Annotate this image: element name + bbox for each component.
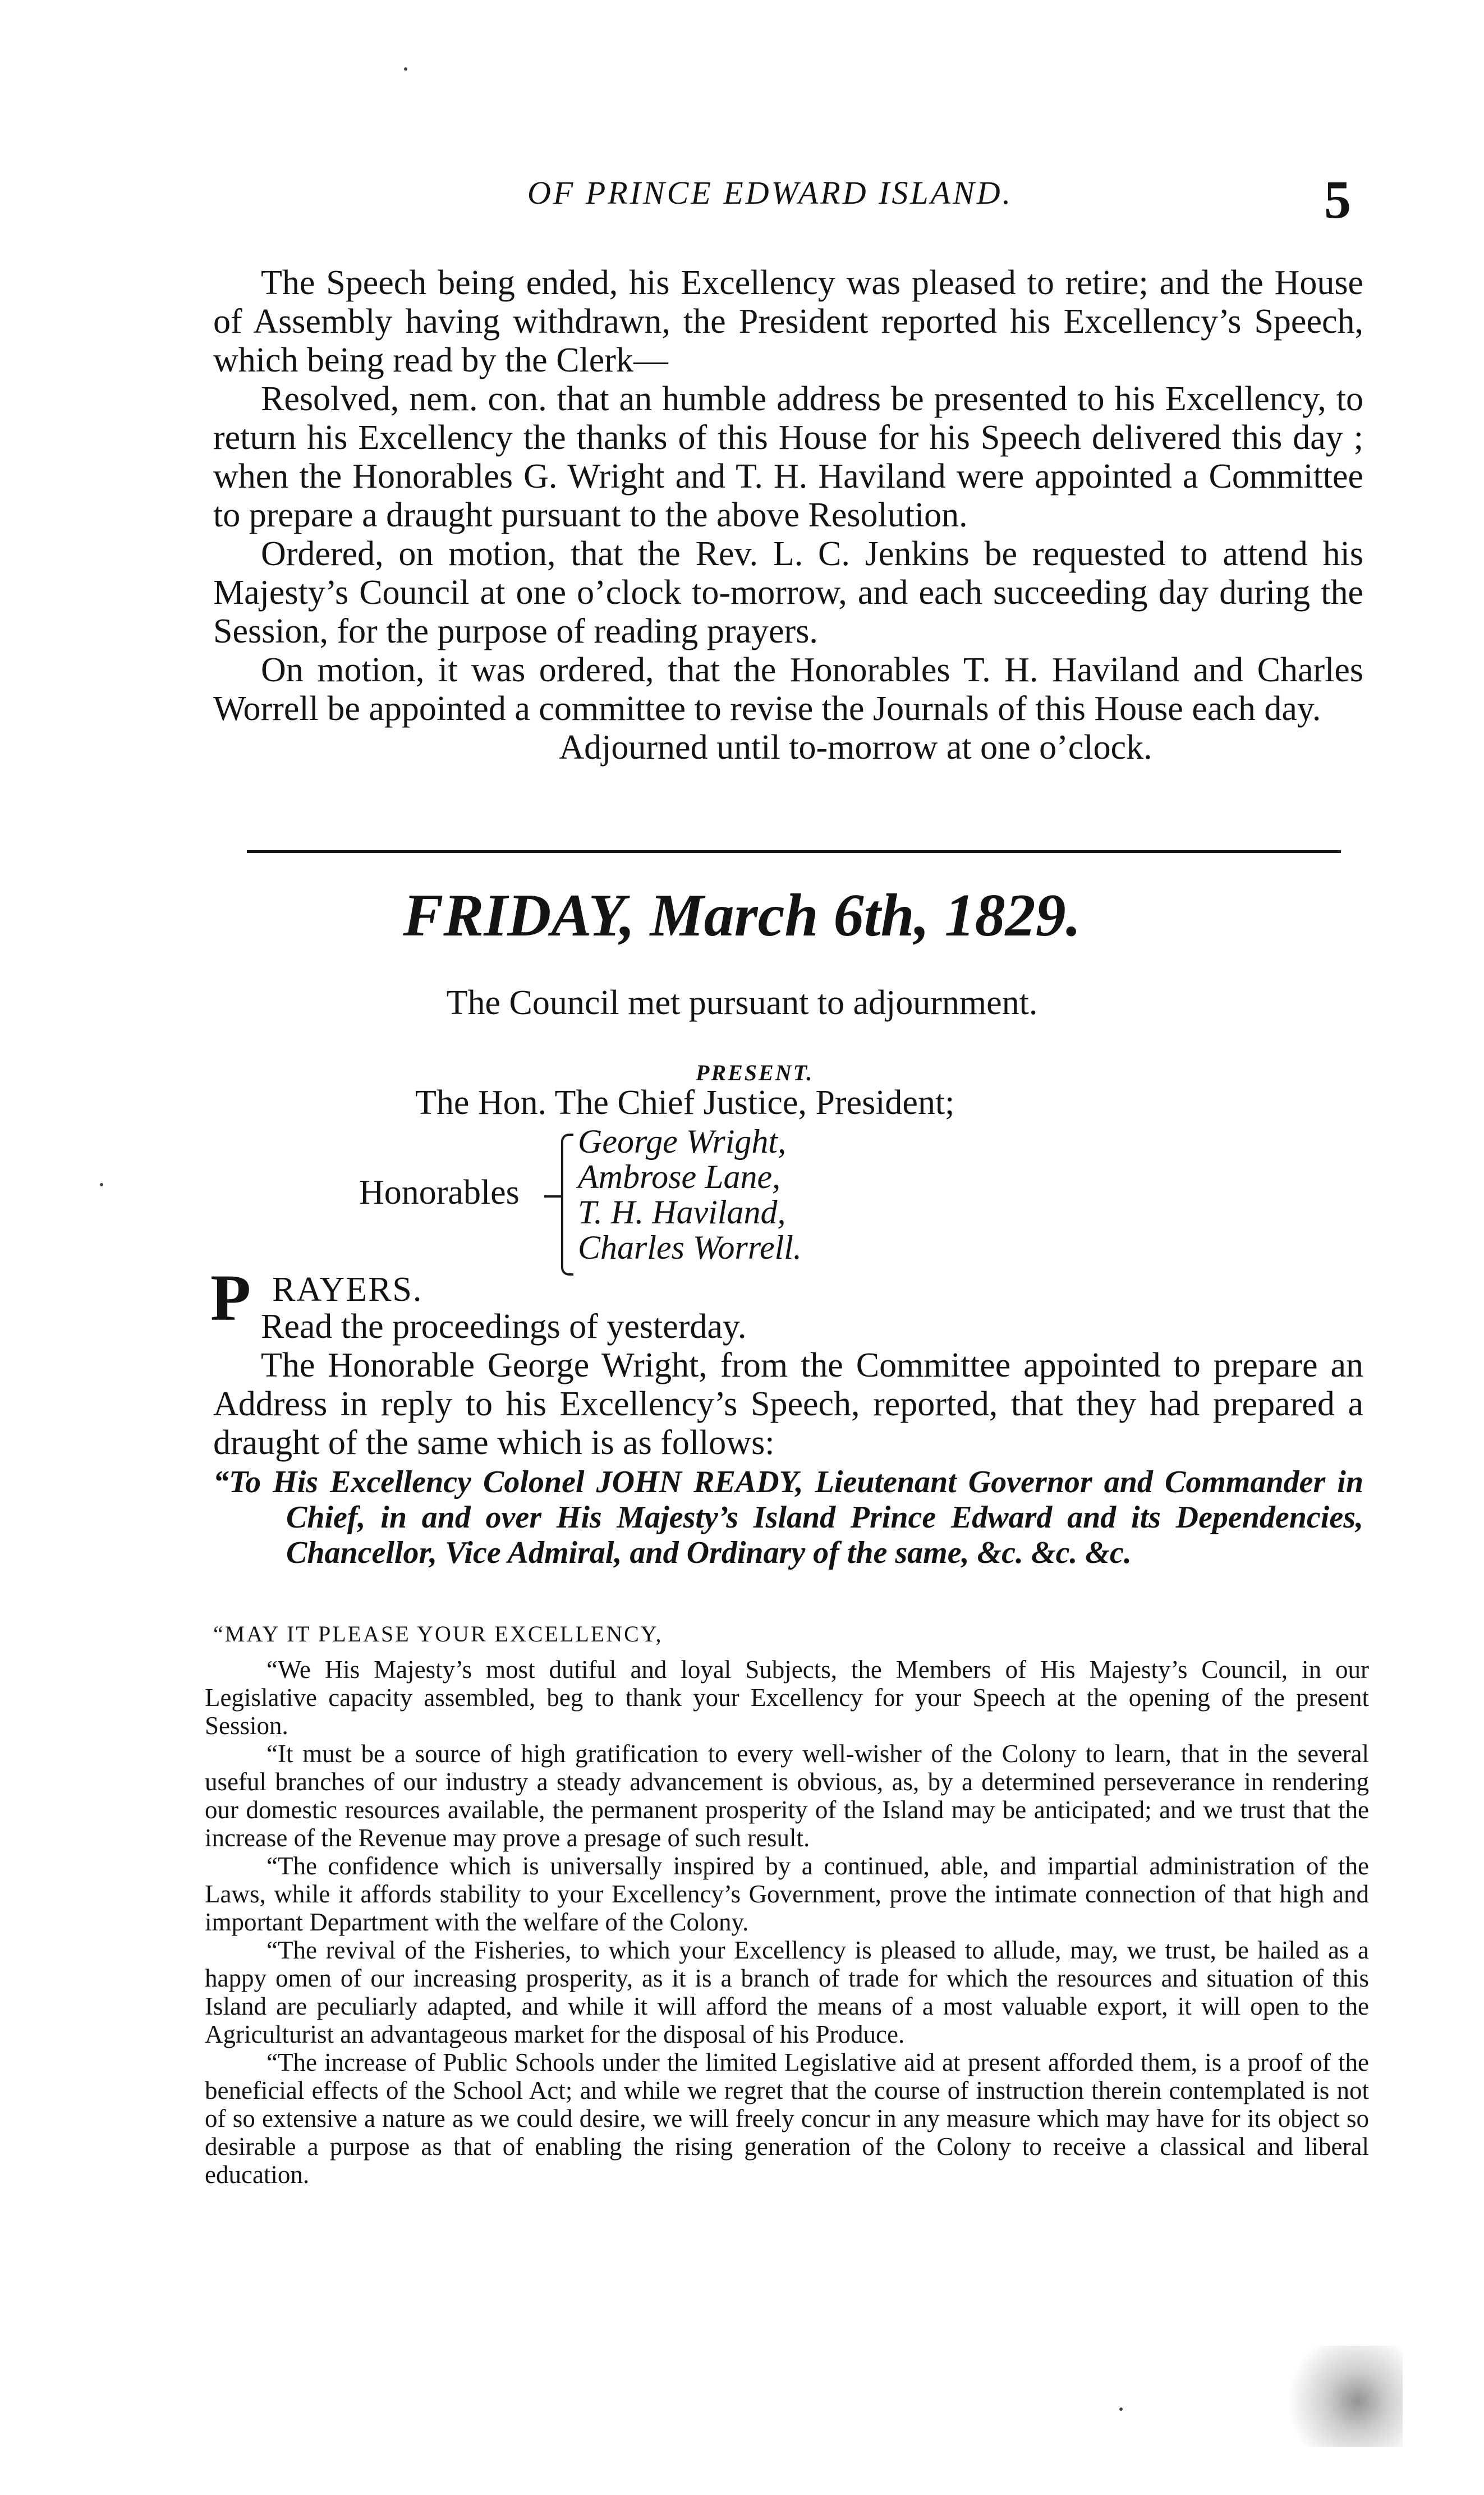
honorables-label: Honorables xyxy=(359,1173,520,1212)
opening-proceedings xyxy=(213,264,1363,767)
paragraph-read-proceedings: Read the proceedings of yesterday. xyxy=(261,1308,747,1346)
friday-proceedings xyxy=(213,1308,1363,1462)
paper-speck xyxy=(1119,2407,1123,2411)
section-divider xyxy=(247,850,1341,853)
running-title: OF PRINCE EDWARD ISLAND. xyxy=(527,175,1013,211)
address-title xyxy=(213,1465,1363,1571)
member-brace xyxy=(561,1134,573,1276)
paragraph-address-report: The Honorable George Wright, from the Committee appointed to prepare an Address in reply to his Excellency’s Speech, reported, that they had prepared a draught of the same which is as follows: xyxy=(213,1346,1363,1462)
member-list xyxy=(578,1124,802,1265)
paper-speck xyxy=(100,1183,103,1186)
prayers-heading: RAYERS. xyxy=(272,1271,423,1309)
paper-speck xyxy=(404,67,407,71)
address-paragraph: “We His Majesty’s most dutiful and loyal Subjects, the Members of His Majesty’s Council, in our Legislative capacity assembled, beg to thank your Excellency for your Speech at the opening of the present Session. xyxy=(205,1655,1369,1740)
address-body xyxy=(205,1655,1369,2189)
member-brace-point xyxy=(544,1195,561,1198)
day-heading: FRIDAY, March 6th, 1829. xyxy=(403,882,1081,949)
page-stain xyxy=(1274,2346,1403,2447)
member-name: Ambrose Lane, xyxy=(578,1158,781,1195)
met-line: The Council met pursuant to adjournment. xyxy=(446,984,1038,1022)
member-name: T. H. Haviland, xyxy=(578,1194,786,1231)
present-label: PRESENT. xyxy=(696,1060,814,1085)
paragraph-journals-committee: On motion, it was ordered, that the Honorables T. H. Haviland and Charles Worrell be appointed a committee to revise the Journals of this House each day. xyxy=(213,651,1363,728)
paragraph-ordered-prayers: Ordered, on motion, that the Rev. L. C. Jenkins be requested to attend his Majesty’s Council at one o’clock to-morrow, and each succeeding day during the Session, for the purpose of reading prayers. xyxy=(213,535,1363,650)
address-paragraph: “The revival of the Fisheries, to which your Excellency is pleased to allude, may, we trust, be hailed as a happy omen of our increasing prosperity, as it is a branch of trade for which the resources and situation of this Island are peculiarly adapted, and while it will afford the means of a most valuable export, it will open to the Agriculturist an advantageous market for the disposal of his Produce. xyxy=(205,1936,1369,2048)
address-title-text: “To His Excellency Colonel JOHN READY, Lieutenant Governor and Commander in Chief, in and over His Majesty’s Island Prince Edward and its Dependencies, Chancellor, Vice Admiral, and Ordinary of the same, &c. &c. &c. xyxy=(213,1465,1363,1570)
member-name: Charles Worrell. xyxy=(578,1229,802,1266)
prayers-dropcap: P xyxy=(210,1261,251,1334)
president-line: The Hon. The Chief Justice, President; xyxy=(415,1084,955,1122)
paragraph-resolved: Resolved, nem. con. that an humble address be presented to his Excellency, to return his Excellency the thanks of this House for his Speech delivered this day ; when the Honorables G. Wright and T. H. Haviland were appointed a Committee to prepare a draught pursuant to the above Resolution. xyxy=(213,380,1363,534)
address-paragraph: “It must be a source of high gratification to every well-wisher of the Colony to learn, that in the several useful branches of our industry a steady advancement is obvious, as, by a determined perseverance in rendering our domestic resources available, the permanent prosperity of the Island may be anticipated; and we trust that the increase of the Revenue may prove a presage of such result. xyxy=(205,1740,1369,1852)
salutation: “MAY IT PLEASE YOUR EXCELLENCY, xyxy=(213,1621,663,1646)
page-number: 5 xyxy=(1324,169,1351,230)
address-paragraph: “The confidence which is universally inspired by a continued, able, and impartial administration of the Laws, while it affords stability to your Excellency’s Government, prove the intimate connection of that high and important Department with the welfare of the Colony. xyxy=(205,1852,1369,1936)
member-name: George Wright, xyxy=(578,1123,787,1160)
address-paragraph: “The increase of Public Schools under the limited Legislative aid at present afforded them, is a proof of the beneficial effects of the School Act; and while we regret that the course of instruction therein contemplated is not of so extensive a nature as we could desire, we will freely concur in any measure which may have for its object so desirable a purpose as that of enabling the rising generation of the Colony to receive a classical and liberal education. xyxy=(205,2048,1369,2189)
adjournment-line: Adjourned until to-morrow at one o’clock. xyxy=(559,728,1152,767)
paragraph-speech-ended: The Speech being ended, his Excellency was pleased to retire; and the House of Assembly having withdrawn, the President reported his Excellency’s Speech, which being read by the Clerk— xyxy=(213,264,1363,379)
